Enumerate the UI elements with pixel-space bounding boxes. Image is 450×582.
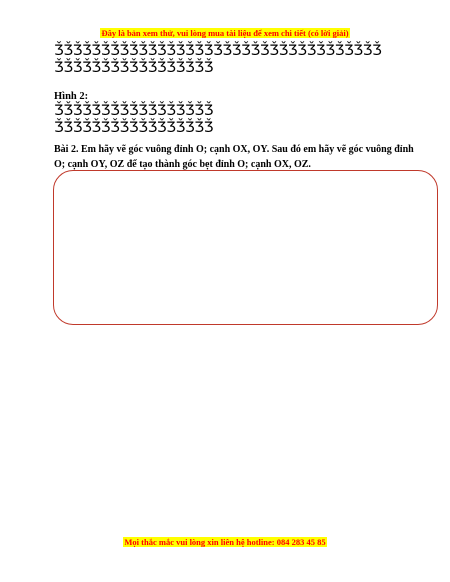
hotline-text: Mọi thắc mắc vui lòng xin liên hệ hotline: 084 283 45 85 <box>124 537 326 547</box>
figure-label: Hình 2: <box>54 91 89 102</box>
hotline-banner <box>0 537 450 547</box>
answer-drawing-box <box>53 170 438 325</box>
symbol-line-1: ǮǮǮǮǮǮǮǮǮǮǮǮǮǮǮǮǮǮǮǮǮǮǮǮǮǮǮǮǮǮǮǮǮǮǮ <box>54 43 382 59</box>
figure-symbol-line-1: ǮǮǮǮǮǮǮǮǮǮǮǮǮǮǮǮǮ <box>54 103 214 119</box>
preview-notice-text: Đây là bản xem thử, vui lòng mua tài liệu để xem chi tiết (có lời giải) <box>101 28 349 38</box>
exercise-2-text: Bài 2. Em hãy vẽ góc vuông đỉnh O; cạnh OX, OY. Sau đó em hãy vẽ góc vuông đỉnh O; cạnh OY, OZ để tạo thành góc bẹt đỉnh O; cạnh OX, OZ. <box>54 144 414 170</box>
figure-symbol-line-2: ǮǮǮǮǮǮǮǮǮǮǮǮǮǮǮǮǮ <box>54 120 214 136</box>
preview-notice-banner <box>0 28 450 38</box>
symbol-line-2: ǮǮǮǮǮǮǮǮǮǮǮǮǮǮǮǮǮ <box>54 60 214 76</box>
